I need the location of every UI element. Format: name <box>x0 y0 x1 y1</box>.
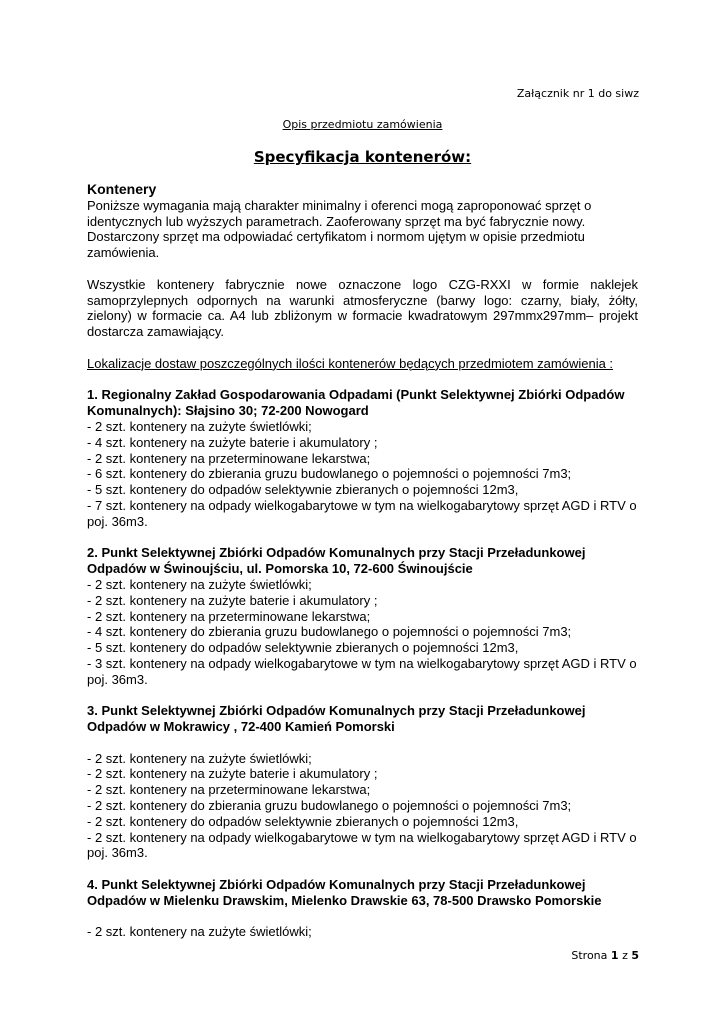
list-item: - 3 szt. kontenery na odpady wielkogabarytowe w tym na wielkogabarytowy sprzęt AGD i RTV o poj. 36m3. <box>87 655 637 687</box>
list-item: - 2 szt. kontenery na zużyte świetlówki; <box>87 418 312 434</box>
list-item: - 6 szt. kontenery do zbierania gruzu budowlanego o pojemności o pojemności 7m3; <box>87 466 572 482</box>
list-item: - 2 szt. kontenery do zbierania gruzu budowlanego o pojemności o pojemności 7m3; <box>87 798 572 814</box>
locations-heading: Lokalizacje dostaw poszczególnych ilości kontenerów będących przedmiotem zamówienia : <box>87 355 614 371</box>
list-item: - 2 szt. kontenery na odpady wielkogabarytowe w tym na wielkogabarytowy sprzęt AGD i RTV o poj. 36m3. <box>87 829 637 861</box>
attachment-label: Załącznik nr 1 do siwz <box>516 87 639 100</box>
intro-paragraph: Poniższe wymagania mają charakter minimalny i oferenci mogą zaproponować sprzęt o identycznych lub wyższych parametrach. Zaoferowany sprzęt ma być fabrycznie nowy. Dostarczony sprzęt ma odpowiadać certyfikatom i normom ujętym w opisie przedmiotu zamówienia. <box>87 197 592 261</box>
location-title-1: 1. Regionalny Zakład Gospodarowania Odpadami (Punkt Selektywnej Zbiórki Odpadów Komunalnych): Słajsino 30; 72-200 Nowogard <box>87 387 625 419</box>
list-item: - 5 szt. kontenery do odpadów selektywnie zbieranych o pojemności 12m3, <box>87 640 519 656</box>
page-number <box>571 949 639 962</box>
document-subtitle: Opis przedmiotu zamówienia <box>282 118 443 131</box>
location-list-1 <box>87 419 638 530</box>
list-item: - 2 szt. kontenery do odpadów selektywnie zbieranych o pojemności 12m3, <box>87 813 519 829</box>
list-item: - 2 szt. kontenery na zużyte świetlówki; <box>87 576 312 592</box>
list-item: - 2 szt. kontenery na zużyte baterie i akumulatory ; <box>87 766 378 782</box>
list-item: - 2 szt. kontenery na przeterminowane lekarstwa; <box>87 450 371 466</box>
section-heading-kontenery: Kontenery <box>87 181 157 197</box>
list-item: - 5 szt. kontenery do odpadów selektywnie zbieranych o pojemności 12m3, <box>87 482 519 498</box>
list-item: - 2 szt. kontenery na przeterminowane lekarstwa; <box>87 782 371 798</box>
page-label: Strona <box>571 949 608 962</box>
page-current: 1 <box>610 949 619 962</box>
page-total: 5 <box>631 949 639 962</box>
list-item: - 2 szt. kontenery na zużyte baterie i akumulatory ; <box>87 592 378 608</box>
location-title-2: 2. Punkt Selektywnej Zbiórki Odpadów Komunalnych przy Stacji Przeładunkowej Odpadów w Świnoujściu, ul. Pomorska 10, 72-600 Świnoujście <box>87 545 586 577</box>
list-item: - 7 szt. kontenery na odpady wielkogabarytowe w tym na wielkogabarytowy sprzęt AGD i RTV o poj. 36m3. <box>87 497 637 529</box>
location-title-3: 3. Punkt Selektywnej Zbiórki Odpadów Komunalnych przy Stacji Przeładunkowej Odpadów w Mokrawicy , 72-400 Kamień Pomorski <box>87 703 586 735</box>
location-list-3 <box>87 751 638 862</box>
list-item: - 2 szt. kontenery na zużyte świetlówki; <box>87 924 312 940</box>
location-title-4: 4. Punkt Selektywnej Zbiórki Odpadów Komunalnych przy Stacji Przeładunkowej Odpadów w Mielenku Drawskim, Mielenko Drawskie 63, 78-500 Drawsko Pomorskie <box>87 877 602 908</box>
list-item: - 2 szt. kontenery na przeterminowane lekarstwa; <box>87 608 371 624</box>
list-item: - 2 szt. kontenery na zużyte świetlówki; <box>87 750 312 766</box>
document-body <box>87 182 638 940</box>
logo-paragraph: Wszystkie kontenery fabrycznie nowe oznaczone logo CZG-RXXI w formie naklejek samoprzylepnych odpornych na warunki atmosferyczne (barwy logo: czarny, biały, żółty, zielony) w formacie ca. A4 lub zbliżonym w formacie kwadratowym 297mmx297mm– projekt dostarcza zamawiający. <box>87 276 638 340</box>
page-of: z <box>622 949 628 962</box>
list-item: - 4 szt. kontenery na zużyte baterie i akumulatory ; <box>87 434 378 450</box>
document-title: Specyfikacja kontenerów: <box>253 148 472 166</box>
list-item: - 4 szt. kontenery do zbierania gruzu budowlanego o pojemności o pojemności 7m3; <box>87 624 572 640</box>
location-list-2 <box>87 577 638 688</box>
location-list-4 <box>87 924 638 940</box>
